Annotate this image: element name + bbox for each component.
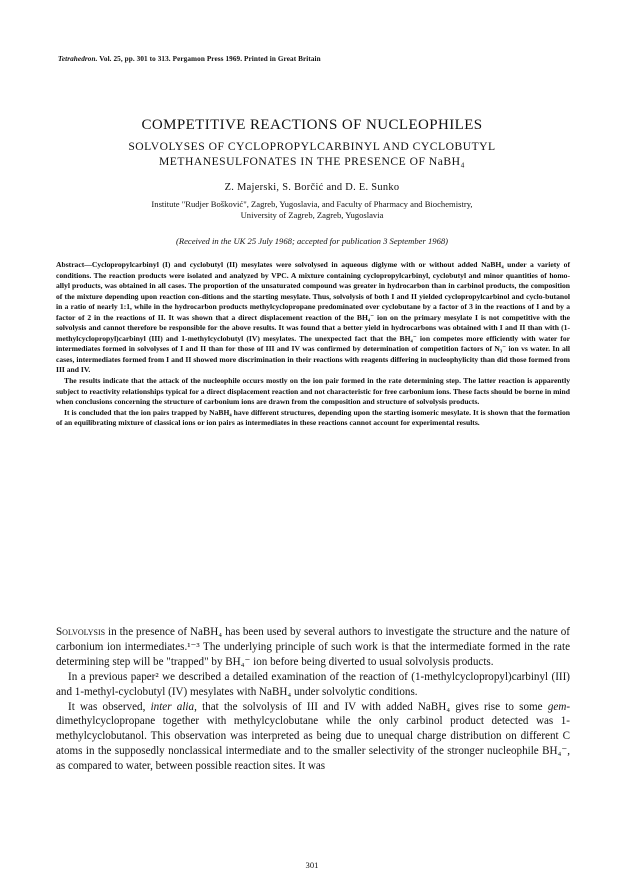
- lead-word: Solvolysis: [56, 626, 106, 638]
- journal-citation: Vol. 25, pp. 301 to 313. Pergamon Press 1969. Printed in Great Britain: [99, 55, 321, 63]
- body-p3-part-c: , that the solvolysis of III and IV with added NaBH₄ gives rise to some: [194, 700, 548, 713]
- body-text: [56, 625, 570, 774]
- abstract-paragraph-3: It is concluded that the ion pairs trapped by NaBH₄ have different structures, depending upon the starting isomeric mesylate. It is shown that the formation of an equilibrating mixture of classical ions or ion pairs as intermediates in these reactions cannot account for experimental results.: [56, 407, 570, 428]
- abstract: [56, 260, 570, 429]
- body-p3-part-a: It was observed,: [68, 700, 151, 713]
- affiliation-line-2: University of Zagreb, Zagreb, Yugoslavia: [240, 210, 384, 220]
- affiliation: [60, 199, 564, 221]
- body-p3-part-e: -dimethylcyclopropane together with methylcyclobutane while the only carbinol product detected was 1-methylcyclobutanol. This observation was interpreted as being due to unequal charge distribution on different C atoms in the supposedly nonclassical intermediate and to the smaller selectivity of the stronger nucleophile BH₄⁻, as compared to water, between possible reaction sites. It was: [56, 700, 571, 773]
- affiliation-line-1: Institute "Rudjer Bošković", Zagreb, Yugoslavia, and Faculty of Pharmacy and Biochemistry,: [151, 199, 473, 209]
- paper-subtitle: SOLVOLYSES OF CYCLOPROPYLCARBINYL AND CYCLOBUTYL METHANESULFONATES IN THE PRESENCE OF NaBH₄: [128, 140, 496, 168]
- body-paragraph-2: In a previous paper² we described a detailed examination of the reaction of (1-methylcyclopropyl)carbinyl (III) and 1-methyl-cyclobutyl (IV) mesylates with NaBH₄ under solvolytic conditions.: [56, 670, 570, 698]
- body-paragraph-1: [56, 625, 570, 670]
- journal-header: [58, 55, 321, 63]
- body-p3-gem: gem: [547, 700, 567, 713]
- page-number: 301: [305, 860, 319, 870]
- paper-title: COMPETITIVE REACTIONS OF NUCLEOPHILES: [141, 117, 483, 133]
- body-paragraph-3: [56, 700, 570, 775]
- journal-name: Tetrahedron.: [58, 55, 98, 63]
- body-p3-inter-alia: inter alia: [150, 700, 195, 713]
- abstract-text-1: —Cyclopropylcarbinyl (I) and cyclobutyl (II) mesylates were solvolysed in aqueous diglyme with or without added NaBH₄ under a variety of conditions. The reaction products were isolated and analyzed by VPC. A mixture containing cyclopropylcarbinyl, cyclobutyl and minor quantities of homo-allyl products, was obtained in all cases. The proportion of the unsaturated compound was greater in hydrocarbon than in carbinol products, the composition of the mixture depending upon reaction con-ditions and the starting mesylate. Thus, solvolysis of both I and II yielded cyclopropylcarbinol and cyclo-butanol in a ratio of nearly 1:1, while in the hydrocarbon products methylcyclopropane predominated over cyclobutane by a factor of 3 in the reactions of I and by a factor of 2 in the reactions of II. It was shown that a direct displacement reaction of the BH₄⁻ ion on the primary mesylate I is not competitive with the solvolysis and cannot therefore be responsible for the above results. It was found that a better yield in hydrocarbons was obtained with I and II than with (1-methylcyclopropyl)carbinyl (III) and 1-methylcyclobutyl (IV) mesylates. The unexpected fact that the BH₄⁻ ion competes more efficiently with water for intermediates formed in solvolyses of I and II than for those of III and IV was confirmed by determination of competition factors of N₃⁻ ion vs water. In all cases, intermediates formed from I and II showed more discrimination in their reactions with reagents differing in nucleophylicity than did those formed from III and IV.: [56, 260, 570, 375]
- abstract-paragraph-1: [56, 260, 570, 376]
- author-list: Z. Majerski, S. Borčić and D. E. Sunko: [224, 182, 400, 193]
- abstract-paragraph-2: The results indicate that the attack of the nucleophile occurs mostly on the ion pair formed in the rate determining step. The latter reaction is apparently subject to reactivity relationships typical for a direct displacement reaction and not characteristic for free carbonium ions. These facts should be borne in mind when conclusions concerning the structure of carbonium ions are drawn from the composition and structure of solvolysis products.: [56, 376, 570, 407]
- received-date: (Received in the UK 25 July 1968; accepted for publication 3 September 1968): [175, 236, 449, 246]
- body-paragraph-1-text: in the presence of NaBH₄ has been used by several authors to investigate the structure and the nature of carbonium ion intermediates.¹⁻³ The underlying principle of such work is that the intermediate formed in the rate determining step will be "trapped" by BH₄⁻ ion before being diverted to usual solvolysis products.: [56, 626, 570, 668]
- abstract-label: Abstract: [56, 260, 85, 269]
